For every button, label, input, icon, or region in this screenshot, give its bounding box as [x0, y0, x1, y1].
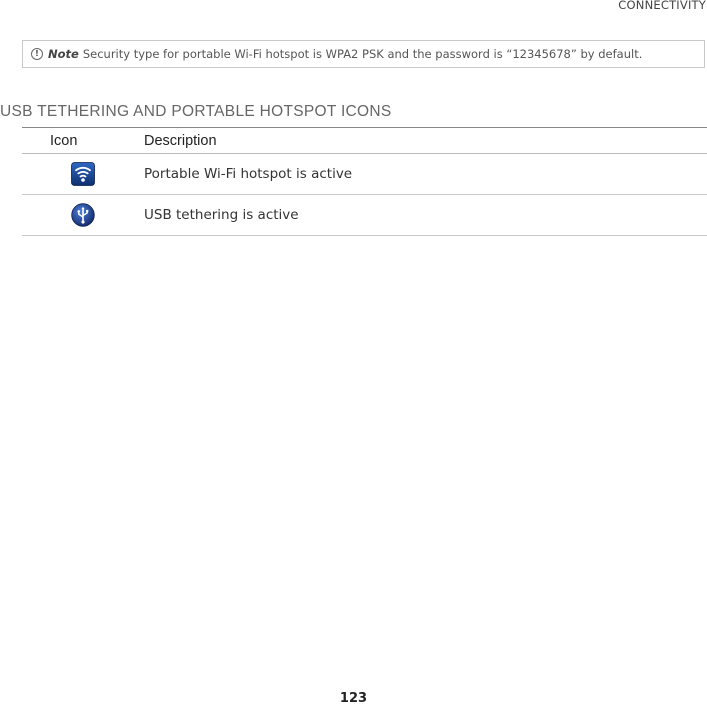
- page-number: 123: [339, 691, 368, 706]
- column-header-description: Description: [144, 128, 707, 154]
- icon-cell: [22, 154, 144, 195]
- icon-cell: [22, 195, 144, 236]
- note-text: Security type for portable Wi-Fi hotspot is WPA2 PSK and the password is “12345678” by default.: [82, 47, 643, 61]
- info-circle-icon: !: [31, 48, 43, 60]
- table-row: [22, 154, 707, 195]
- note-label: Note: [48, 47, 79, 61]
- description-cell: Portable Wi-Fi hotspot is active: [144, 154, 707, 195]
- description-cell: USB tethering is active: [144, 195, 707, 236]
- usb-tethering-icon: [71, 203, 95, 227]
- table-header-row: [22, 128, 707, 154]
- note-box: [22, 40, 705, 68]
- icon-table: [22, 127, 707, 236]
- wifi-hotspot-icon: [71, 162, 95, 186]
- table-row: [22, 195, 707, 236]
- section-header: CONNECTIVITY: [618, 0, 706, 12]
- section-title: USB TETHERING AND PORTABLE HOTSPOT ICONS: [0, 103, 392, 120]
- column-header-icon: Icon: [22, 128, 144, 154]
